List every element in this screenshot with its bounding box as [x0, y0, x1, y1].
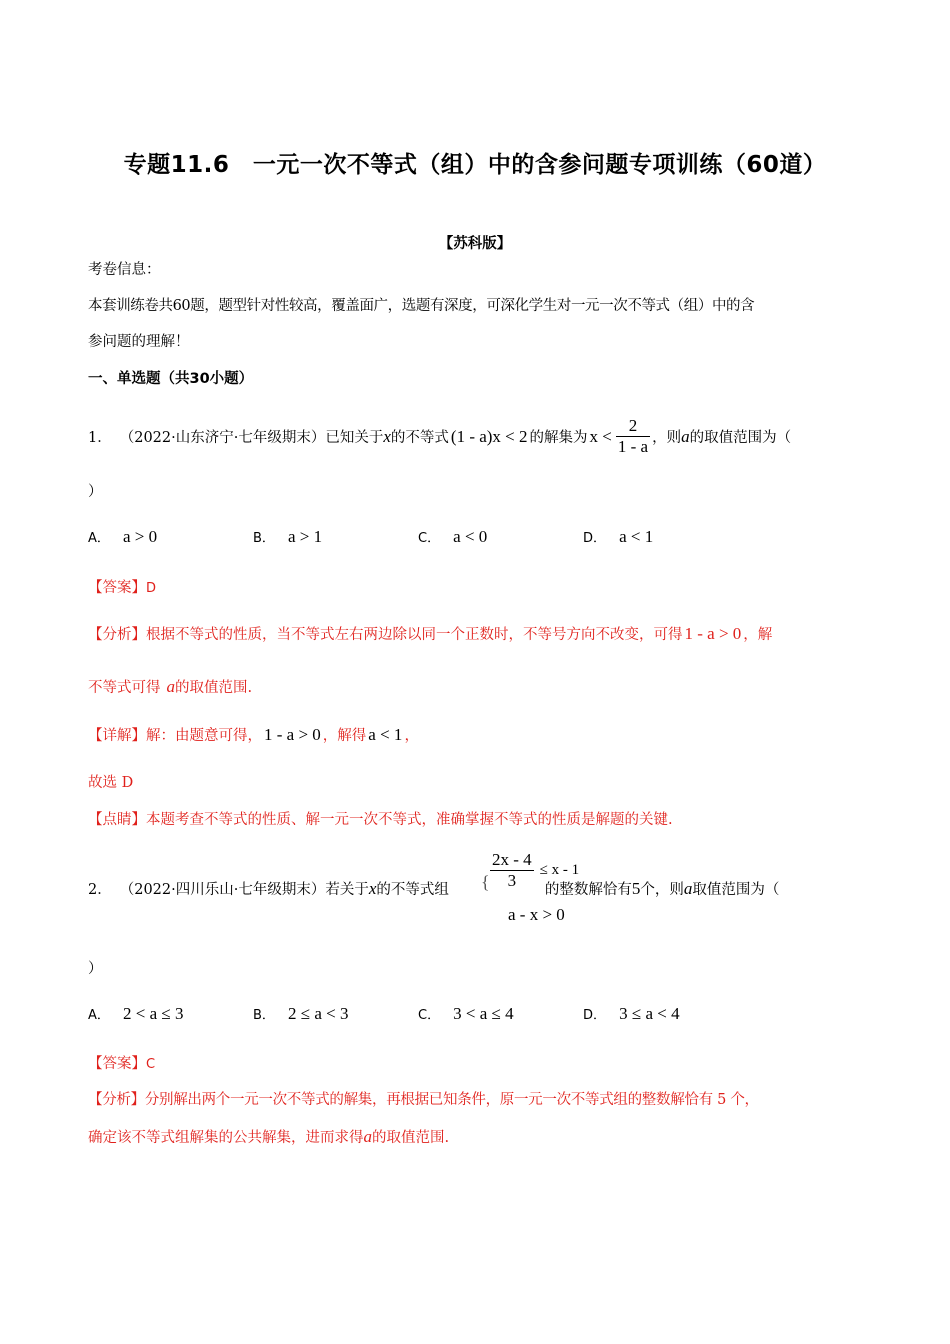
question-text: 个，则 — [640, 882, 684, 898]
analysis-text: ，解 — [743, 627, 773, 643]
answer-value: C — [146, 1057, 156, 1072]
analysis-text: 的取值范围. — [175, 680, 253, 696]
math-var: x — [383, 426, 391, 446]
fraction — [616, 416, 650, 457]
detail-text: ，解得 — [322, 728, 367, 744]
question-text: 的取值范围为（ — [689, 430, 792, 446]
intro-line-1: 本套训练卷共60题，题型针对性较高，覆盖面广，选题有深度，可深化学生对一元一次不等式（组）中的含 — [88, 298, 755, 314]
math-var: a — [683, 878, 693, 898]
option-d[interactable] — [583, 1004, 680, 1024]
answer-tag: 【答案】 — [88, 1056, 146, 1072]
option-label: A． — [88, 1008, 110, 1023]
option-label: A． — [88, 531, 110, 546]
option-d[interactable] — [583, 527, 653, 547]
answer-tag: 【答案】 — [88, 580, 146, 596]
option-b[interactable] — [253, 527, 322, 547]
comment-line — [88, 808, 673, 829]
question-2 — [88, 878, 779, 899]
analysis-text: 根据不等式的性质，当不等式左右两边除以同一个正数时，不等号方向不改变，可得 — [146, 627, 683, 643]
option-label: C． — [418, 531, 441, 546]
math-number: 5 — [631, 878, 641, 898]
question-source: （2022·山东济宁·七年级期末） — [119, 430, 326, 446]
option-expression: a < 0 — [453, 527, 488, 546]
option-a[interactable] — [88, 1004, 183, 1024]
solution-expression — [590, 416, 651, 457]
analysis-line-2 — [88, 676, 252, 697]
analysis-line-1 — [88, 623, 772, 644]
math-var: a — [363, 1126, 372, 1146]
question-number: 2． — [88, 882, 112, 898]
math-expression: 1 - a > 0 — [684, 623, 742, 643]
answer-line — [88, 1052, 155, 1073]
analysis-tag: 【分析】 — [88, 1092, 145, 1108]
system-line-1 — [490, 850, 579, 891]
analysis-line-1 — [88, 1088, 759, 1109]
math-var: a — [166, 676, 175, 696]
option-a[interactable] — [88, 527, 157, 547]
intro-line-2: 参问题的理解！ — [88, 334, 190, 350]
option-expression: a > 1 — [288, 527, 323, 546]
comment-tag: 【点睛】 — [88, 812, 146, 828]
analysis-text: 分别解出两个一元一次不等式的解集，再根据已知条件，原一元一次不等式组的整数解恰有 5 个， — [144, 1092, 759, 1108]
option-label: C． — [418, 1008, 441, 1023]
detail-text: 解：由题意可得， — [146, 728, 262, 744]
option-expression: 3 ≤ a < 4 — [619, 1004, 680, 1023]
analysis-text: 确定该不等式组解集的公共解集，进而求得 — [88, 1130, 364, 1146]
system-brace: { — [481, 872, 490, 892]
option-expression: 2 < a ≤ 3 — [123, 1004, 184, 1023]
option-expression: a > 0 — [123, 527, 158, 546]
analysis-text: 不等式可得 — [88, 680, 161, 696]
math-var: a — [681, 426, 690, 446]
option-expression: 3 < a ≤ 4 — [453, 1004, 514, 1023]
choose-line: 故选 D — [88, 775, 134, 791]
answer-line — [88, 576, 156, 597]
detail-tag: 【详解】 — [88, 728, 146, 744]
math-expression: ≤ x - 1 — [539, 862, 580, 878]
math-expression: 1 - a > 0 — [264, 724, 321, 744]
question-1 — [88, 416, 791, 457]
option-b[interactable] — [253, 1004, 348, 1024]
analysis-line-2 — [88, 1126, 449, 1147]
question-close: ） — [88, 484, 103, 500]
fraction-denominator: 1 - a — [617, 437, 649, 456]
question-close: ） — [88, 961, 103, 977]
question-text: ，则 — [652, 430, 682, 446]
option-label: B． — [253, 1008, 275, 1023]
question-text: 的解集为 — [529, 430, 588, 446]
fraction-numerator: 2x - 4 — [492, 850, 532, 869]
option-c[interactable] — [418, 527, 487, 547]
option-expression: a < 1 — [619, 527, 654, 546]
question-text: 若关于 — [325, 882, 369, 898]
fraction-denominator: 3 — [507, 871, 517, 890]
answer-value: D — [146, 581, 157, 596]
question-text: 的不等式组 — [376, 882, 449, 898]
math-expression: (1 - a)x < 2 — [450, 426, 528, 446]
page-title: 专题11.6 一元一次不等式（组）中的含参问题专项训练（60道） — [123, 152, 827, 178]
option-expression: 2 ≤ a < 3 — [288, 1004, 349, 1023]
fraction-numerator: 2 — [616, 416, 650, 437]
analysis-tag: 【分析】 — [88, 627, 146, 643]
detail-line — [88, 724, 419, 745]
option-label: B． — [253, 531, 275, 546]
question-text: 已知关于 — [325, 430, 384, 446]
math-expression: x < — [589, 426, 612, 446]
question-text: 的整数解恰有 — [544, 882, 632, 898]
question-source: （2022·四川乐山·七年级期末） — [119, 882, 326, 898]
detail-text: ， — [404, 728, 419, 744]
math-var: x — [368, 878, 377, 898]
fraction — [490, 850, 534, 891]
section-heading: 一、单选题（共30小题） — [88, 371, 254, 387]
option-label: D． — [583, 1008, 607, 1023]
edition-label: 【苏科版】 — [438, 236, 512, 252]
system-line-2: a - x > 0 — [508, 905, 565, 924]
question-text: 取值范围为（ — [692, 882, 780, 898]
option-label: D． — [583, 531, 607, 546]
question-number: 1． — [88, 430, 112, 446]
option-c[interactable] — [418, 1004, 514, 1024]
math-expression: a < 1 — [368, 724, 403, 744]
analysis-text: 的取值范围. — [372, 1130, 450, 1146]
comment-text: 本题考查不等式的性质、解一元一次不等式，准确掌握不等式的性质是解题的关键. — [146, 812, 673, 828]
info-heading: 考卷信息： — [88, 262, 161, 278]
question-text: 的不等式 — [390, 430, 449, 446]
